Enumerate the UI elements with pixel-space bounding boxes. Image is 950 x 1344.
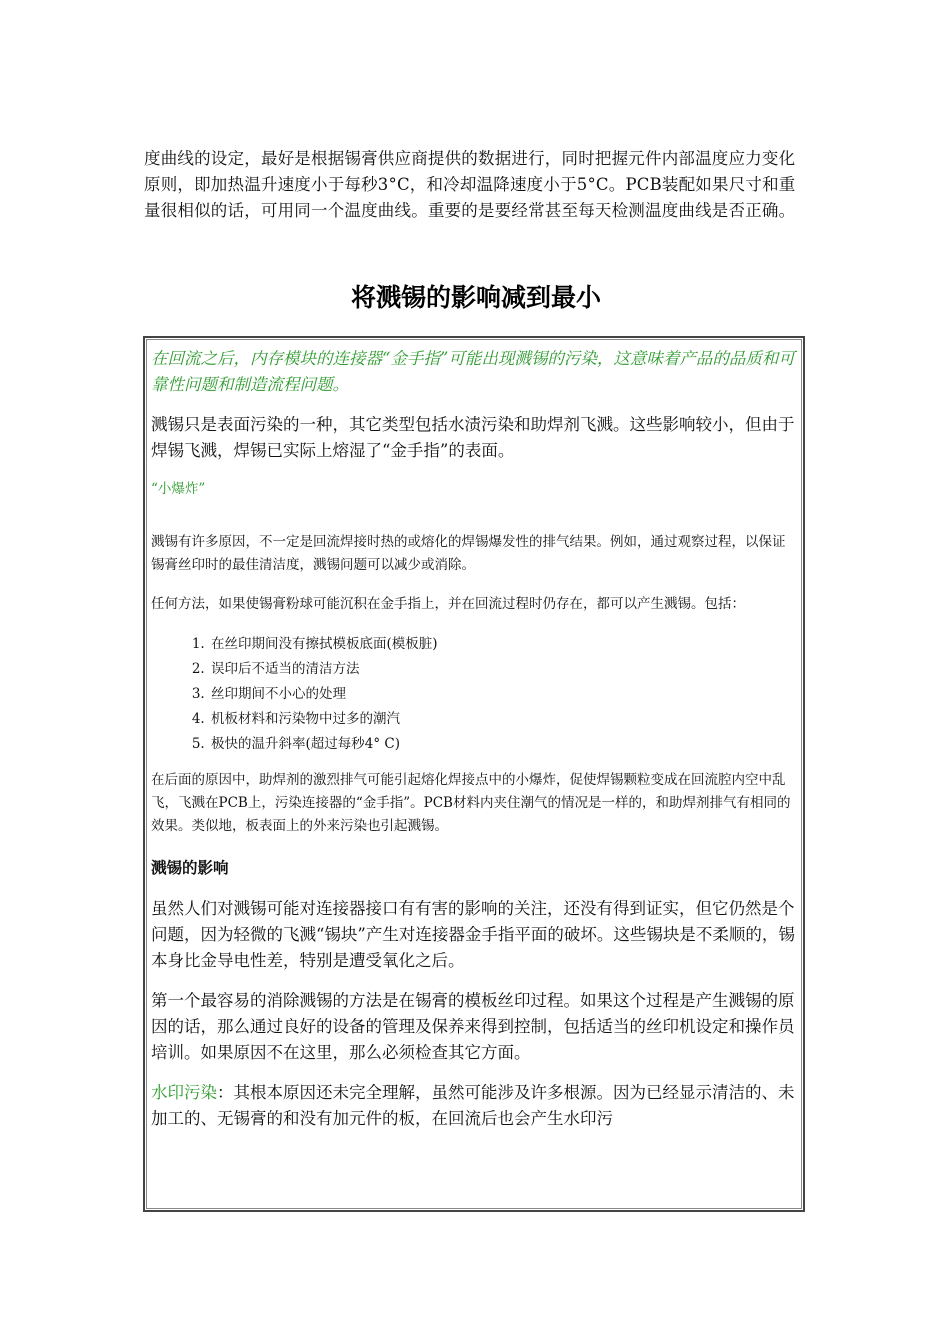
intro-paragraph: 度曲线的设定，最好是根据锡膏供应商提供的数据进行，同时把握元件内部温度应力变化原则，即加热温升速度小于每秒3°C，和冷却温降速度小于5°C。PCB装配如果尺寸和重量很相似的话，可用同一个温度曲线。重要的是要经常甚至每天检测温度曲线是否正确。 xyxy=(144,149,796,220)
subhead-small-explosion: “小爆炸” xyxy=(151,481,206,497)
watermark-label: 水印污染 xyxy=(151,1083,217,1102)
paragraph-latter-cause: 在后面的原因中，助焊剂的激烈排气可能引起熔化焊接点中的小爆炸，促使焊锡颗粒变成在回流腔内空中乱飞，飞溅在PCB上，污染连接器的“金手指”。PCB材料内夹住潮气的情况是一样的，和助焊剂排气有相同的效果。类似地，板表面上的外来污染也引起溅锡。 xyxy=(151,772,791,834)
paragraph-causes-intro: 溅锡有许多原因，不一定是回流焊接时热的或熔化的焊锡爆发性的排气结果。例如，通过观察过程，以保证锡膏丝印时的最佳清洁度，溅锡问题可以减少或消除。 xyxy=(151,534,786,573)
list-item: 5. 极快的温升斜率(超过每秒4° C) xyxy=(209,732,797,757)
list-item: 4. 机板材料和污染物中过多的潮汽 xyxy=(209,707,797,732)
list-item: 2. 误印后不适当的清洁方法 xyxy=(209,657,797,682)
causes-list xyxy=(151,632,797,757)
paragraph-splash-types: 溅锡只是表面污染的一种，其它类型包括水渍污染和助焊剂飞溅。这些影响较小，但由于焊锡飞溅，焊锡已实际上熔湿了“金手指”的表面。 xyxy=(151,415,795,460)
page-title: 将溅锡的影响减到最小 xyxy=(350,283,601,312)
watermark-text: ：其根本原因还未完全理解，虽然可能涉及许多根源。因为已经显示清洁的、未加工的、无锡膏的和没有加元件的板，在回流后也会产生水印污 xyxy=(151,1083,795,1128)
article-box xyxy=(143,336,805,1212)
list-item: 1. 在丝印期间没有擦拭模板底面(模板脏) xyxy=(209,632,797,657)
article-box-inner xyxy=(146,339,802,1209)
paragraph-methods: 任何方法，如果使锡膏粉球可能沉积在金手指上，并在回流过程时仍存在，都可以产生溅锡。包括： xyxy=(151,596,745,612)
paragraph-elimination: 第一个最容易的消除溅锡的方法是在锡膏的模板丝印过程。如果这个过程是产生溅锡的原因的话，那么通过良好的设备的管理及保养来得到控制，包括适当的丝印机设定和操作员培训。如果原因不在这里，那么必须检查其它方面。 xyxy=(151,991,795,1062)
paragraph-effects: 虽然人们对溅锡可能对连接器接口有有害的影响的关注，还没有得到证实，但它仍然是个问题，因为轻微的飞溅“锡块”产生对连接器金手指平面的破坏。这些锡块是不柔顺的，锡本身比金导电性差，特别是遭受氧化之后。 xyxy=(151,899,795,970)
lead-paragraph: 在回流之后，内存模块的连接器“金手指”可能出现溅锡的污染，这意味着产品的品质和可靠性问题和制造流程问题。 xyxy=(151,349,795,394)
paragraph-watermark xyxy=(151,1080,797,1132)
list-item: 3. 丝印期间不小心的处理 xyxy=(209,682,797,707)
section-heading-effects: 溅锡的影响 xyxy=(151,859,229,877)
